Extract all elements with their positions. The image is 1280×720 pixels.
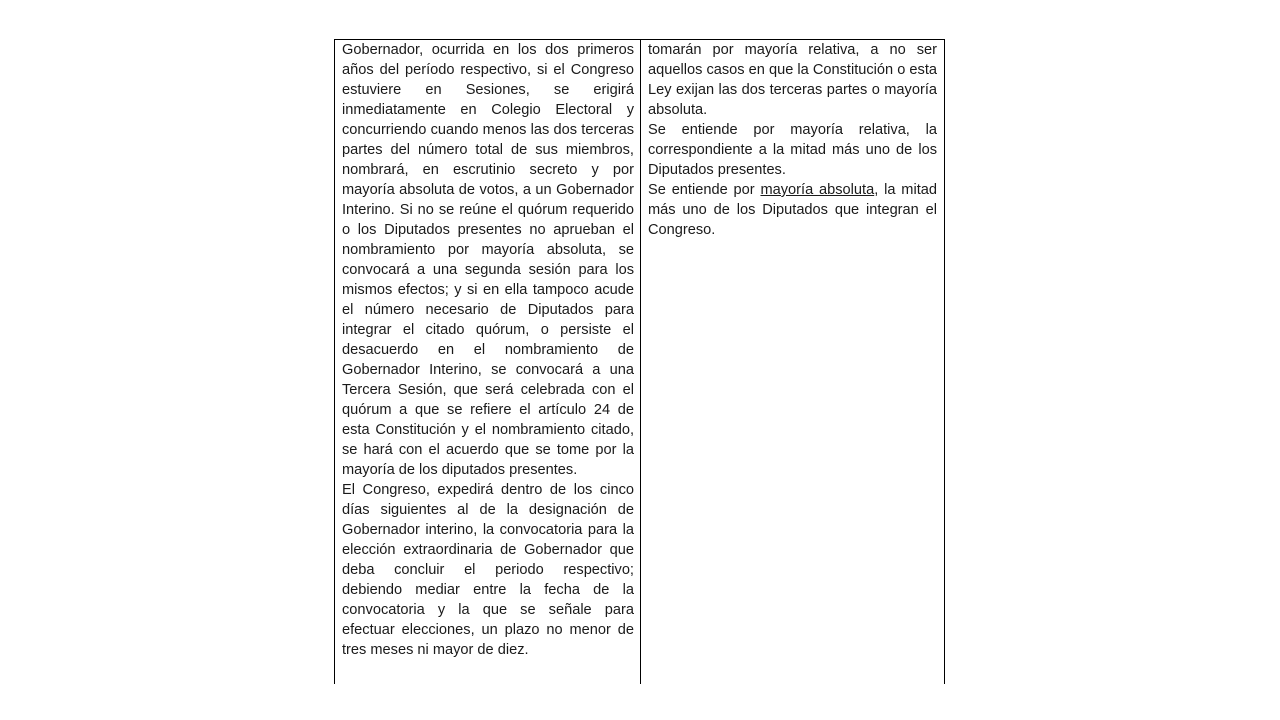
right-column <box>641 40 943 684</box>
left-paragraph-1: Gobernador, ocurrida en los dos primeros años del período respectivo, si el Congreso estuviere en Sesiones, se erigirá inmediatamente en Colegio Electoral y concurriendo cuando menos las dos terceras partes del número total de sus miembros, nombrará, en escrutinio secreto y por mayoría absoluta de votos, a un Gobernador Interino. Si no se reúne el quórum requerido o los Diputados presentes no aprueban el nombramiento por mayoría absoluta, se convocará a una segunda sesión para los mismos efectos; y si en ella tampoco acude el número necesario de Diputados para integrar el citado quórum, o persiste el desacuerdo en el nombramiento de Gobernador Interino, se convocará a una Tercera Sesión, que será celebrada con el quórum a que se refiere el artículo 24 de esta Constitución y el nombramiento citado, se hará con el acuerdo que se tome por la mayoría de los diputados presentes. <box>342 42 634 478</box>
right-paragraph-3 <box>648 180 937 240</box>
right-paragraph-1: tomarán por mayoría relativa, a no ser aquellos casos en que la Constitución o esta Ley exijan las dos terceras partes o mayoría absoluta. <box>648 42 937 118</box>
right-paragraph-2: Se entiende por mayoría relativa, la correspondiente a la mitad más uno de los Diputados presentes. <box>648 122 937 178</box>
underlined-term: mayoría absoluta <box>760 182 875 198</box>
document-table <box>334 39 945 684</box>
right-paragraph-3-before: Se entiende por <box>648 182 761 198</box>
left-paragraph-2: El Congreso, expedirá dentro de los cinco días siguientes al de la designación de Gobernador interino, la convocatoria para la elección extraordinaria de Gobernador que deba concluir el periodo respectivo; debiendo mediar entre la fecha de la convocatoria y la que se señale para efectuar elecciones, un plazo no menor de tres meses ni mayor de diez. <box>342 482 634 658</box>
right-paragraph-3-after: , la mitad más uno de los Diputados que integran el Congreso. <box>648 182 937 238</box>
left-column <box>335 40 641 684</box>
